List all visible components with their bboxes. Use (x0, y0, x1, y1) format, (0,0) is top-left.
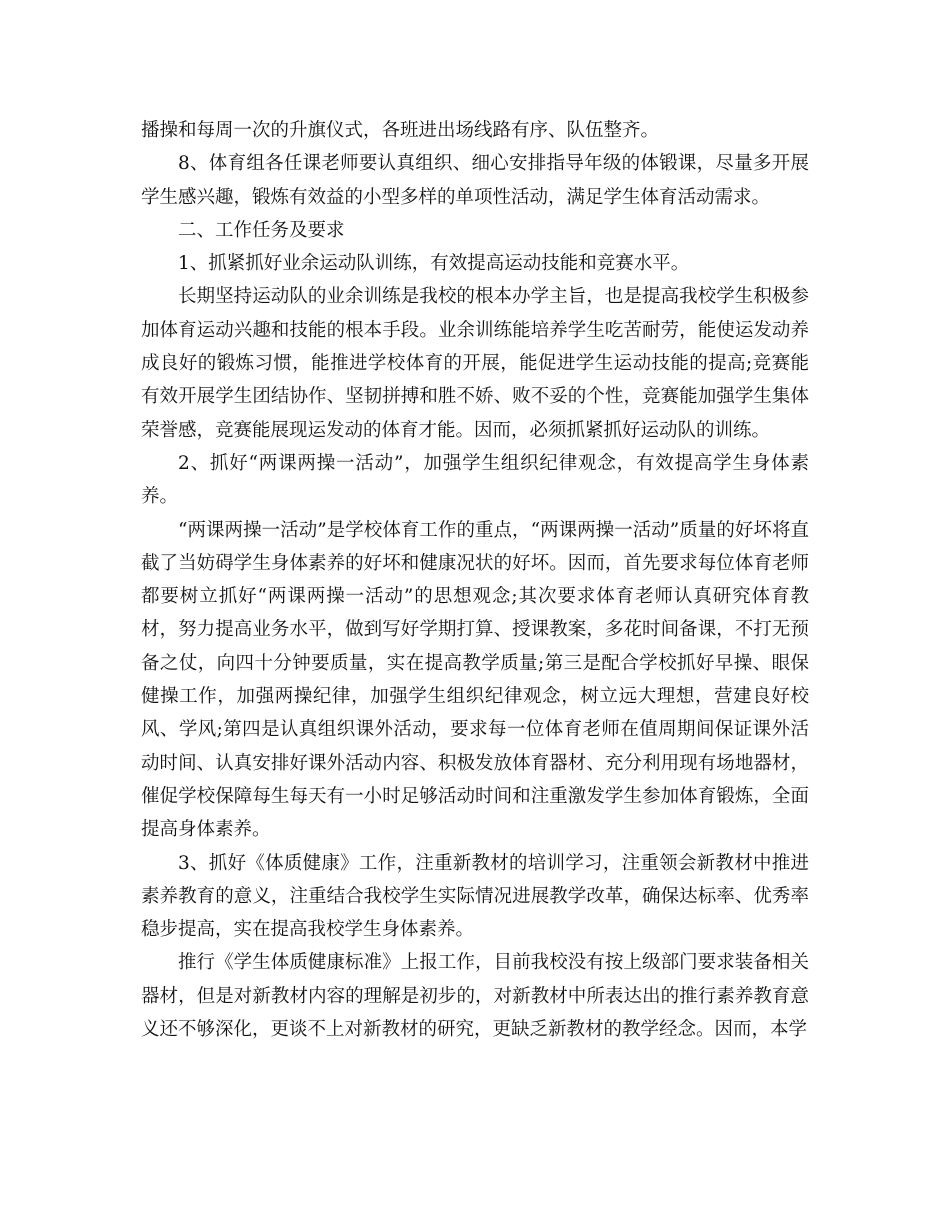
document-body (141, 114, 809, 1046)
paragraph-item-1: 1、抓紧抓好业余运动队训练，有效提高运动技能和竞赛水平。 (178, 253, 690, 275)
paragraph-1: 播操和每周一次的升旗仪式，各班进出场线路有序、队伍整齐。 (141, 120, 660, 141)
paragraph-2: 8、体育组各任课老师要认真组织、细心安排指导年级的体锻课，尽量多开展学生感兴趣，锻炼有效益的小型多样的单项性活动，满足学生体育活动需求。 (141, 153, 809, 208)
paragraph-6: “两课两操一活动”是学校体育工作的重点，“两课两操一活动”质量的好坏将直截了当妨碍学生身体素养的好坏和健康况状的好坏。因而，首先要求每位体育老师都要树立抓好“两课两操一活动”的思想观念;其次要求体育老师认真研究体育教材，努力提高业务水平，做到写好学期打算、授课教案，多花时间备课，不打无预备之仗，向四十分钟要质量，实在提高教学质量;第三是配合学校抓好早操、眼保健操工作，加强两操纪律，加强学生组织纪律观念，树立远大理想，营建良好校风、学风;第四是认真组织课外活动，要求每一位体育老师在值周期间保证课外活动时间、认真安排好课外活动内容、积极发放体育器材、充分利用现有场地器材，催促学校保障每生每天有一小时足够活动时间和注重激发学生参加体育锻炼，全面提高身体素养。 (141, 519, 809, 841)
paragraph-item-3: 3、抓好《体质健康》工作，注重新教材的培训学习，注重领会新教材中推进素养教育的意义，注重结合我校学生实际情况进展教学改革，确保达标率、优秀率稳步提高，实在提高我校学生身体素养。 (141, 852, 809, 941)
paragraph-item-2: 2、抓好“两课两操一活动”，加强学生组织纪律观念，有效提高学生身体素养。 (141, 452, 809, 508)
paragraph-8: 推行《学生体质健康标准》上报工作，目前我校没有按上级部门要求装备相关器材，但是对新教材内容的理解是初步的，对新教材中所表达出的推行素养教育意义还不够深化，更谈不上对新教材的研究，更缺乏新教材的教学经念。因而，本学 (141, 952, 809, 1041)
section-heading: 二、工作任务及要求 (178, 219, 345, 241)
paragraph-4: 长期坚持运动队的业余训练是我校的根本办学主旨，也是提高我校学生积极参加体育运动兴趣和技能的根本手段。业余训练能培养学生吃苦耐劳，能使运发动养成良好的锻炼习惯，能推进学校体育的开展，能促进学生运动技能的提高;竞赛能有效开展学生团结协作、坚韧拼搏和胜不娇、败不妥的个性，竞赛能加强学生集体荣誉感，竞赛能展现运发动的体育才能。因而，必须抓紧抓好运动队的训练。 (141, 286, 809, 441)
